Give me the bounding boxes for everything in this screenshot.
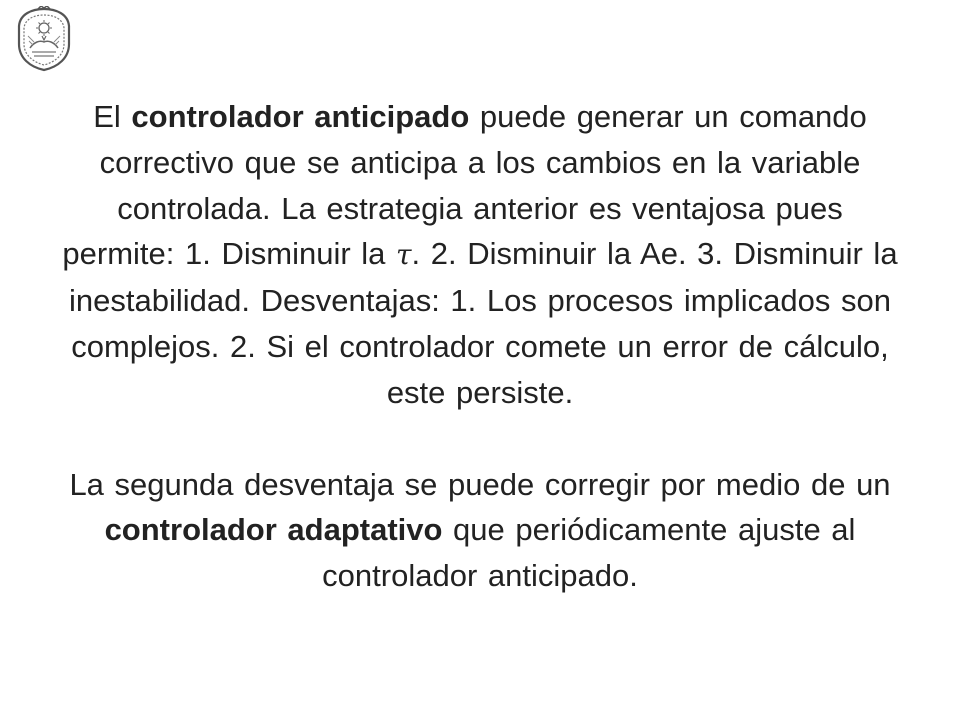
text-run: . 2. Disminuir la Ae. 3. Disminuir la inestabilidad. Desventajas: 1. Los procesos implicados son complejos. 2. Si el controlador comete un error de cálculo, este persiste. xyxy=(69,236,898,410)
bold-term-controlador-anticipado: controlador anticipado xyxy=(131,99,470,134)
text-run: puede generar un comando correctivo que se anticipa a los cambios en la variable controlada. La estrategia anterior es ventajosa pues permite: 1. Disminuir la xyxy=(62,99,867,272)
paragraph-adaptive-controller xyxy=(60,462,900,599)
tau-symbol: τ xyxy=(396,238,412,272)
bold-term-controlador-adaptativo: controlador adaptativo xyxy=(104,512,443,548)
text-run: La segunda desventaja se puede corregir por medio de un xyxy=(69,466,891,502)
text-run: que periódicamente ajuste al controlador anticipado. xyxy=(322,512,856,594)
paragraph-feedforward-controller xyxy=(60,94,900,416)
slide-body xyxy=(60,94,900,599)
text-run: El xyxy=(93,99,132,134)
paragraph-spacer xyxy=(60,416,900,462)
university-seal-icon xyxy=(14,6,74,72)
